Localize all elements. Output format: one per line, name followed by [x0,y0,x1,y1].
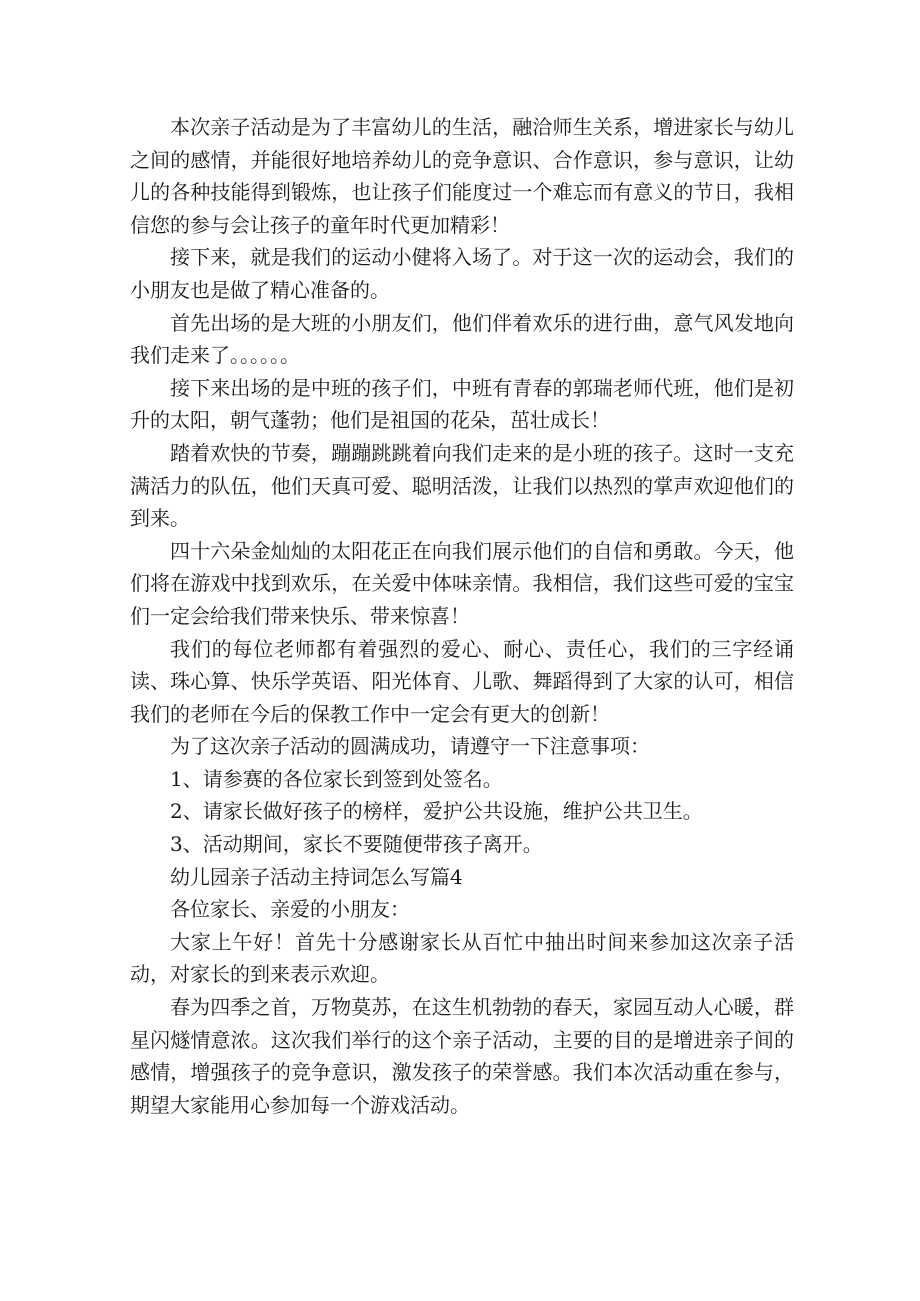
paragraph-welcome: 大家上午好！首先十分感谢家长从百忙中抽出时间来参加这次亲子活动，对家长的到来表示欢迎。 [130,929,794,987]
paragraph-teachers: 我们的每位老师都有着强烈的爱心、耐心、责任心，我们的三字经诵读、珠心算、快乐学英语、阳光体育、儿歌、舞蹈得到了大家的认可，相信我们的老师在今后的保教工作中一定会有更大的创新！ [130,636,794,726]
paragraph-notice-intro: 为了这次亲子活动的圆满成功，请遵守一下注意事项： [170,734,650,759]
greeting-line: 各位家长、亲爱的小朋友： [170,897,410,922]
paragraph-senior-class: 首先出场的是大班的小朋友们，他们伴着欢乐的进行曲，意气风发地向我们走来了。。。。。。 [130,310,794,368]
paragraph-sunflowers: 四十六朵金灿灿的太阳花正在向我们展示他们的自信和勇敢。今天，他们将在游戏中找到欢乐，在关爱中体味亲情。我相信，我们这些可爱的宝宝们一定会给我们带来快乐、带来惊喜！ [130,538,794,628]
paragraph-athletes-entrance: 接下来，就是我们的运动小健将入场了。对于这一次的运动会，我们的小朋友也是做了精心准备的。 [130,245,794,302]
paragraph-junior-class: 踏着欢快的节奏，蹦蹦跳跳着向我们走来的是小班的孩子。这时一支充满活力的队伍，他们天真可爱、聪明活泼，让我们以热烈的掌声欢迎他们的到来。 [130,440,794,531]
notice-item-2: 2、请家长做好孩子的榜样，爱护公共设施，维护公共卫生。 [170,799,703,824]
section-title: 幼儿园亲子活动主持词怎么写篇4 [170,864,463,889]
paragraph-spring: 春为四季之首，万物莫苏，在这生机勃勃的春天，家园互动人心暖，群星闪燧情意浓。这次我们举行的这个亲子活动，主要的目的是增进亲子间的感情，增强孩子的竞争意识，激发孩子的荣誉感。我们本次活动重在参与，期望大家能用心参加每一个游戏活动。 [130,995,794,1117]
notice-item-3: 3、活动期间，家长不要随便带孩子离开。 [170,832,543,857]
paragraph-middle-class: 接下来出场的是中班的孩子们，中班有青春的郭瑞老师代班，他们是初升的太阳，朝气蓬勃；他们是祖国的花朵，茁壮成长！ [130,375,794,433]
notice-item-1: 1、请参赛的各位家长到签到处签名。 [170,766,503,791]
document-page [130,111,794,1121]
paragraph-activity-purpose: 本次亲子活动是为了丰富幼儿的生活，融洽师生关系，增进家长与幼儿之间的感情，并能很好地培养幼儿的竞争意识、合作意识，参与意识，让幼儿的各种技能得到锻炼，也让孩子们能度过一个难忘而有意义的节日，我相信您的参与会让孩子的童年时代更加精彩！ [130,115,794,237]
